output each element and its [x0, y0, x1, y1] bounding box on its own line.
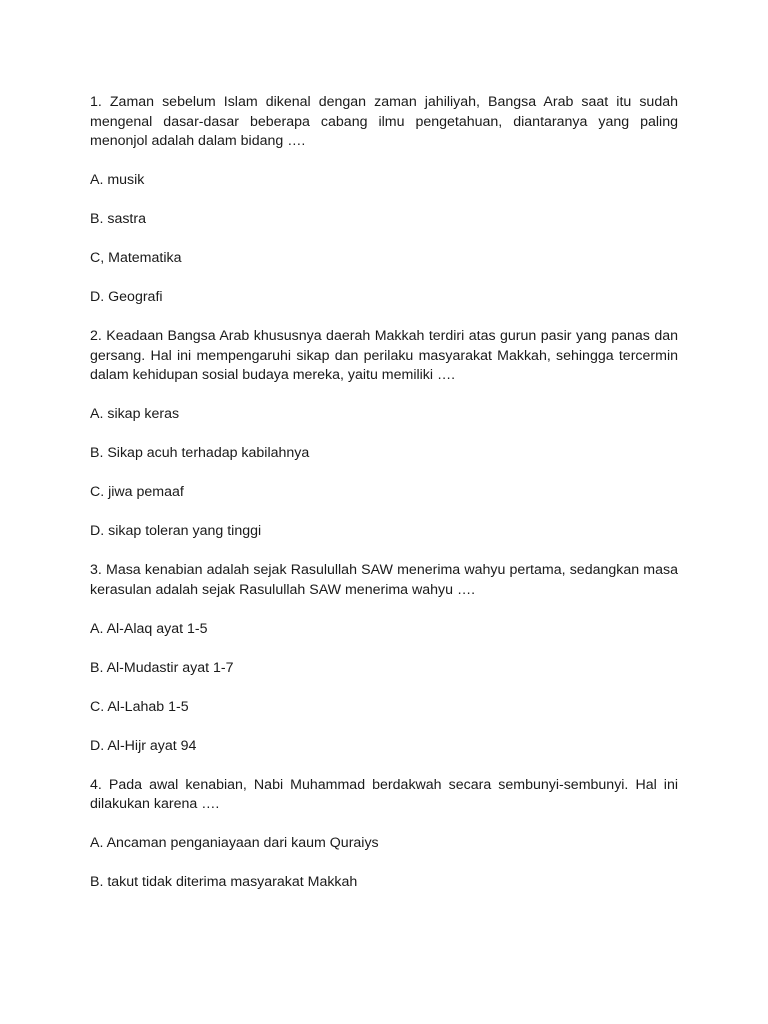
- question-4-option-a: A. Ancaman penganiayaan dari kaum Quraiys: [90, 835, 379, 851]
- question-2-text: 2. Keadaan Bangsa Arab khususnya daerah Makkah terdiri atas gurun pasir yang panas dan gersang. Hal ini mempengaruhi sikap dan perilaku masyarakat Makkah, sehingga tercermin dalam kehidupan sosial budaya mereka, yaitu memiliki ….: [90, 328, 678, 383]
- question-1-option-d: D. Geografi: [90, 289, 163, 305]
- question-2-option-b: B. Sikap acuh terhadap kabilahnya: [90, 445, 310, 461]
- question-3: [90, 561, 678, 756]
- question-3-option-c: C. Al-Lahab 1-5: [90, 698, 189, 715]
- question-3-option-a: A. Al-Alaq ayat 1-5: [90, 620, 208, 637]
- question-1-text: 1. Zaman sebelum Islam dikenal dengan zaman jahiliyah, Bangsa Arab saat itu sudah mengenal dasar-dasar beberapa cabang ilmu pengetahuan, diantaranya yang paling menonjol adalah dalam bidang ….: [90, 94, 678, 149]
- question-4-option-b: B. takut tidak diterima masyarakat Makkah: [90, 874, 358, 890]
- question-2-option-c: C. jiwa pemaaf: [90, 484, 184, 500]
- question-3-option-b: B. Al-Mudastir ayat 1-7: [90, 659, 234, 676]
- question-2: [90, 327, 678, 542]
- document-page: [90, 93, 678, 912]
- question-1: [90, 93, 678, 308]
- question-4: [90, 776, 678, 893]
- question-2-option-a: A. sikap keras: [90, 406, 180, 422]
- question-1-option-c: C, Matematika: [90, 250, 182, 266]
- question-2-option-d: D. sikap toleran yang tinggi: [90, 523, 262, 539]
- question-1-option-b: B. sastra: [90, 211, 146, 227]
- question-3-text: 3. Masa kenabian adalah sejak Rasulullah SAW menerima wahyu pertama, sedangkan masa kerasulan adalah sejak Rasulullah SAW menerima wahyu ….: [90, 562, 678, 598]
- question-4-text: 4. Pada awal kenabian, Nabi Muhammad berdakwah secara sembunyi-sembunyi. Hal ini dilakukan karena ….: [90, 776, 678, 812]
- question-1-option-a: A. musik: [90, 172, 145, 188]
- question-3-option-d: D. Al-Hijr ayat 94: [90, 737, 197, 754]
